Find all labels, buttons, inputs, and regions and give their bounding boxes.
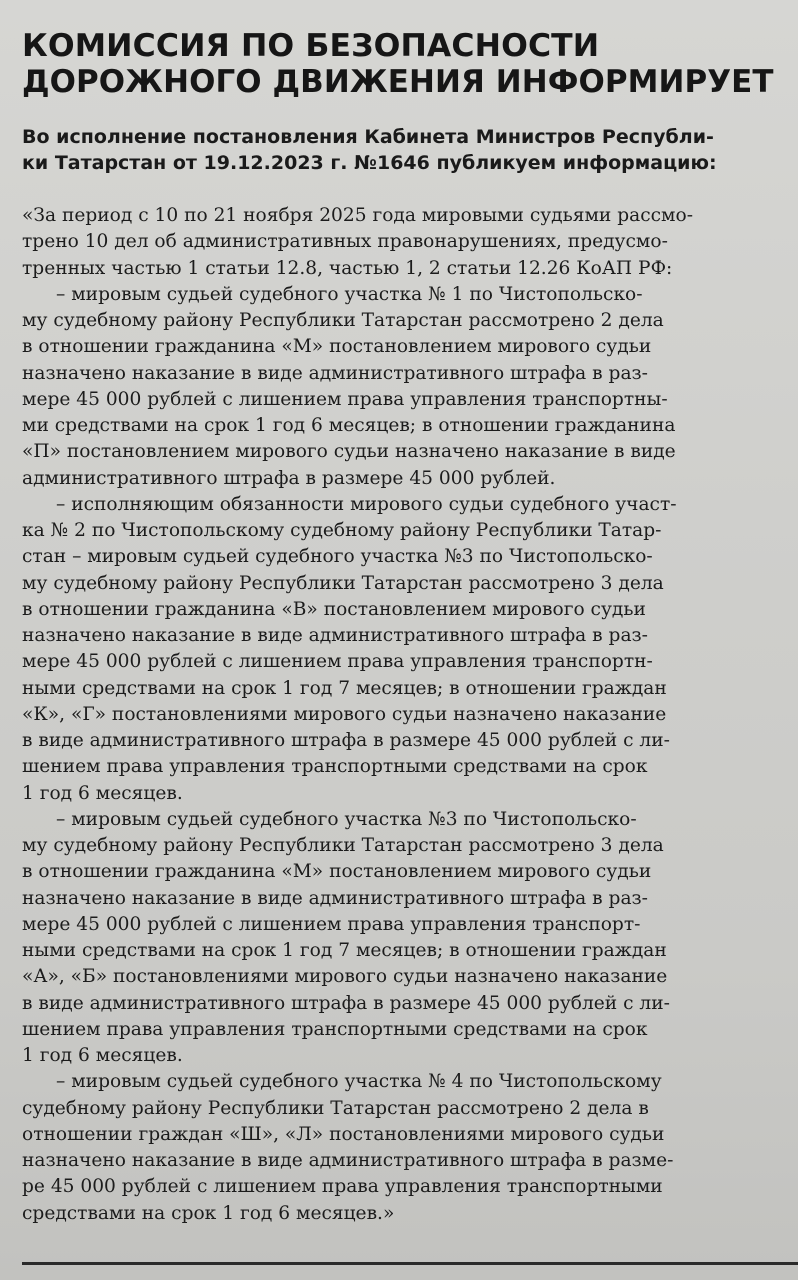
article-text-line: «П» постановлением мирового судьи назначено наказание в виде — [22, 441, 676, 463]
article-text-line: тренных частью 1 статьи 12.8, частью 1, 2 статьи 12.26 КоАП РФ: — [22, 257, 673, 279]
article-text-line: судебному району Республики Татарстан рассмотрено 2 дела в — [22, 1097, 649, 1119]
heading-line-1: КОМИССИЯ ПО БЕЗОПАСНОСТИ — [22, 28, 600, 64]
article-text-line: в виде административного штрафа в размере 45 000 рублей с ли- — [22, 992, 670, 1014]
article-text-line: «А», «Б» постановлениями мирового судьи назначено наказание — [22, 966, 668, 988]
article-text-line: административного штрафа в размере 45 000 рублей. — [22, 467, 556, 489]
article-text-line: назначено наказание в виде административного штрафа в раз- — [22, 625, 648, 646]
article-text-line: – исполняющим обязанности мирового судьи судебного участ- — [56, 493, 677, 515]
article-text-line: «За период с 10 по 21 ноября 2025 года мировыми судьями рассмо- — [22, 205, 693, 226]
article-text-line: ми средствами на срок 1 год 6 месяцев; в отношении гражданина — [22, 415, 676, 436]
bottom-rule — [22, 1262, 798, 1265]
article-text-line: 1 год 6 месяцев. — [22, 782, 183, 804]
article-text-line: му судебному району Республики Татарстан рассмотрено 3 дела — [22, 572, 664, 594]
article-heading — [22, 28, 782, 100]
lead-line-2: ки Татарстан от 19.12.2023 г. №1646 публикуем информацию: — [22, 152, 717, 174]
article-text-line: в отношении гражданина «М» постановлением мирового судьи — [22, 861, 652, 883]
article-text-line: ка № 2 по Чистопольскому судебному району Республики Татар- — [22, 520, 662, 541]
article-text-line: ными средствами на срок 1 год 7 месяцев; в отношении граждан — [22, 940, 667, 961]
article-text-line: ными средствами на срок 1 год 7 месяцев; в отношении граждан — [22, 677, 667, 699]
article-text-line: – мировым судьей судебного участка № 1 по Чистопольско- — [56, 283, 643, 305]
article-text-line: в виде административного штрафа в размере 45 000 рублей с ли- — [22, 730, 670, 751]
article-lead — [22, 124, 782, 176]
article-text-line: шением права управления транспортными средствами на срок — [22, 756, 648, 778]
article-text-line: му судебному району Республики Татарстан рассмотрено 2 дела — [22, 310, 664, 331]
heading-line-2: ДОРОЖНОГО ДВИЖЕНИЯ ИНФОРМИРУЕТ — [22, 64, 774, 100]
article-text-line: стан – мировым судьей судебного участка №3 по Чистопольско- — [22, 546, 653, 568]
article-text-line: ре 45 000 рублей с лишением права управления транспортными — [22, 1176, 663, 1198]
article-text-line: в отношении гражданина «В» постановлением мирового судьи — [22, 598, 646, 620]
article-text-line: назначено наказание в виде административного штрафа в раз- — [22, 887, 648, 909]
article-text-line: «К», «Г» постановлениями мирового судьи назначено наказание — [22, 703, 667, 725]
article-text-line: средствами на срок 1 год 6 месяцев.» — [22, 1202, 395, 1224]
article-text-line: мере 45 000 рублей с лишением права управления транспортн- — [22, 651, 653, 673]
article-text-line: шением права управления транспортными средствами на срок — [22, 1018, 648, 1040]
article-text-line: мере 45 000 рублей с лишением права управления транспорт- — [22, 913, 641, 935]
article-text-line: трено 10 дел об административных правонарушениях, предусмо- — [22, 231, 668, 253]
article-text-line: 1 год 6 месяцев. — [22, 1045, 183, 1066]
article-text-line: – мировым судьей судебного участка №3 по Чистопольско- — [56, 808, 637, 830]
article-text-line: – мировым судьей судебного участка № 4 по Чистопольскому — [56, 1071, 662, 1093]
lead-line-1: Во исполнение постановления Кабинета Министров Республи- — [22, 126, 714, 148]
article-text-line: мере 45 000 рублей с лишением права управления транспортны- — [22, 388, 668, 410]
article-body — [22, 203, 782, 1227]
article-text-line: му судебному району Республики Татарстан рассмотрено 3 дела — [22, 835, 664, 856]
article-text-line: назначено наказание в виде административного штрафа в разме- — [22, 1150, 674, 1171]
article-text-line: назначено наказание в виде административного штрафа в раз- — [22, 362, 648, 384]
article-text-line: отношении граждан «Ш», «Л» постановлениями мирового судьи — [22, 1123, 665, 1145]
article-text-line: в отношении гражданина «М» постановлением мирового судьи — [22, 336, 652, 358]
